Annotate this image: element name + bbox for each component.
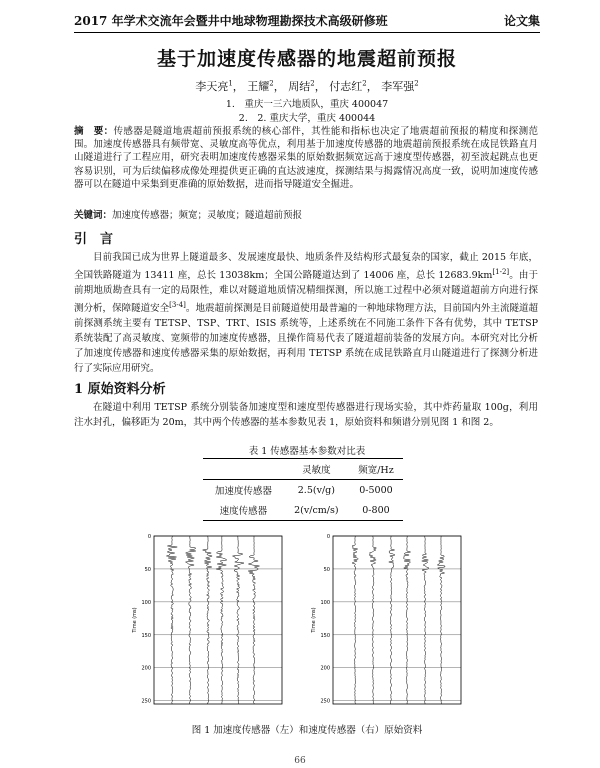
author-5: 李军强$^2$ (381, 79, 419, 93)
table-header-cell (203, 459, 284, 480)
table1-caption: 表 1 传感器基本参数对比表 (248, 446, 366, 457)
y-tick-label: 0 (326, 534, 330, 540)
author-3: 周结$^2$ (288, 79, 315, 93)
table-header-cell: 频宽/Hz (358, 465, 394, 476)
sensor-params-table (203, 458, 403, 521)
table-row (203, 480, 403, 501)
y-tick-label: 50 (323, 566, 330, 573)
header-rule (74, 32, 540, 33)
plot-frame (333, 536, 461, 704)
figure-accelerometer-seismogram (128, 530, 288, 715)
keywords-text: 加速度传感器；频宽；灵敏度；隧道超前预报 (112, 210, 303, 221)
affiliation-2: 2. 2. 重庆大学，重庆 400044 (238, 113, 376, 124)
author-2: 王耀$^2$ (247, 79, 274, 93)
citation-1: [1-2] (492, 268, 510, 276)
keywords (74, 207, 538, 221)
citation-2: [3-4] (169, 301, 186, 310)
running-header (74, 10, 540, 30)
abstract (74, 125, 538, 191)
author-4: 付志红$^2$ (329, 79, 367, 93)
figure-velocity-seismogram (307, 530, 467, 715)
intro-paragraph: 目前我国已成为世界上隧道最多、发展速度最快、地质条件及结构形式最复杂的国家，截止 2015 年底，全国铁路隧道为 13411 座，总长 13038km；全国公路隧道达到了 14006 座，总长 12683.9km[1-2]。由于前期地质勘查具有一定的局限性，难以对隧道地质情况精细探测，所以施工过程中必须对隧道超前方向进行探测分析，保障隧道安全[3-4]。地震超前探测是目前隧道使用最普遍的一种地球物理方法，目前国内外主流隧道超前探测系统主要有 TETSP、TSP、TRT、ISIS 系统等，上述系统在不同施工条件下各有优势，其中 TETSP 系统装配了高灵敏度、宽频带的加速度传感器，且操作简易代表了隧道超前装备的发展方向。本研究对比分析了加速度传感器和速度传感器采集的原始数据，再利用 TETSP 系统在成昆铁路直月山隧道进行了探测分析进行了实际应用研究。 (74, 252, 538, 375)
seismogram-right-plot (307, 530, 467, 715)
table-row (203, 500, 403, 521)
abstract-text: 传感器是隧道地震超前预报系统的核心部件，其性能和指标也决定了地震超前预报的精度和探测范围。加速度传感器具有频带宽、灵敏度高等优点，利用基于加速度传感器的地震超前预报系统在成昆铁路直月山隧道进行了工程应用，研究表明加速度传感器采集的原始数据频宽远高于速度型传感器，初至波起跳点也更容易识别，可为后续偏移成像处理提供更正确的直达波速度，探测结果与揭露情况高度一致，说明加速度传感器可以在隧道中采集到更准确的原始数据，进而指导隧道安全掘进。 (74, 126, 538, 190)
y-axis-label: Time (ms) (132, 607, 138, 633)
table-cell: 2.5(v/g) (297, 484, 335, 496)
section1-paragraph: 在隧道中利用 TETSP 系统分别装备加速度型和速度型传感器进行现场实验，其中炸药量取 100g，利用注水封孔，偏移距为 20m，其中两个传感器的基本参数见表 1，原始资料和频谱分别见图 1 和图 2。 (74, 402, 538, 428)
y-tick-label: 200 (320, 665, 330, 672)
table-cell: 2(v/cm/s) (294, 504, 339, 516)
page-number: 66 (294, 756, 306, 766)
affiliation-1: 1. 重庆一三六地质队，重庆 400047 (225, 99, 389, 110)
y-tick-label: 50 (144, 566, 151, 573)
y-tick-label: 100 (141, 599, 151, 606)
author-list: 李天亮$^1$， 王耀$^2$， 周结$^2$， 付志红$^2$， 李军强$^2$ (195, 79, 419, 93)
paper-title: 基于加速度传感器的地震超前预报 (156, 48, 457, 70)
seismogram-left-plot (128, 530, 288, 715)
table-cell: 速度传感器 (219, 506, 268, 517)
table-header-row (203, 459, 403, 480)
y-tick-label: 0 (147, 534, 151, 540)
section1-heading: 1 原始资料分析 (74, 382, 166, 397)
table-cell: 0-800 (362, 504, 390, 516)
y-tick-label: 150 (141, 632, 151, 639)
running-header-right: 论文集 (503, 13, 540, 28)
plot-frame (154, 536, 282, 704)
table-header-cell: 灵敏度 (302, 465, 331, 476)
y-tick-label: 200 (141, 665, 151, 672)
running-header-left: 2017 年学术交流年会暨井中地球物理勘探技术高级研修班 (74, 13, 388, 28)
y-tick-label: 250 (141, 698, 151, 705)
y-axis-label: Time (ms) (311, 607, 317, 633)
y-tick-label: 100 (320, 599, 330, 606)
table-cell: 0-5000 (359, 484, 393, 496)
keywords-label: 关键词： (74, 210, 113, 221)
y-tick-label: 150 (320, 632, 330, 639)
intro-heading: 引 言 (74, 232, 114, 247)
author-1: 李天亮$^1$ (195, 79, 233, 93)
figure1-caption: 图 1 加速度传感器（左）和速度传感器（右）原始资料 (191, 725, 423, 736)
table-cell: 加速度传感器 (214, 486, 272, 497)
y-tick-label: 250 (320, 698, 330, 705)
abstract-label: 摘 要： (74, 126, 114, 137)
